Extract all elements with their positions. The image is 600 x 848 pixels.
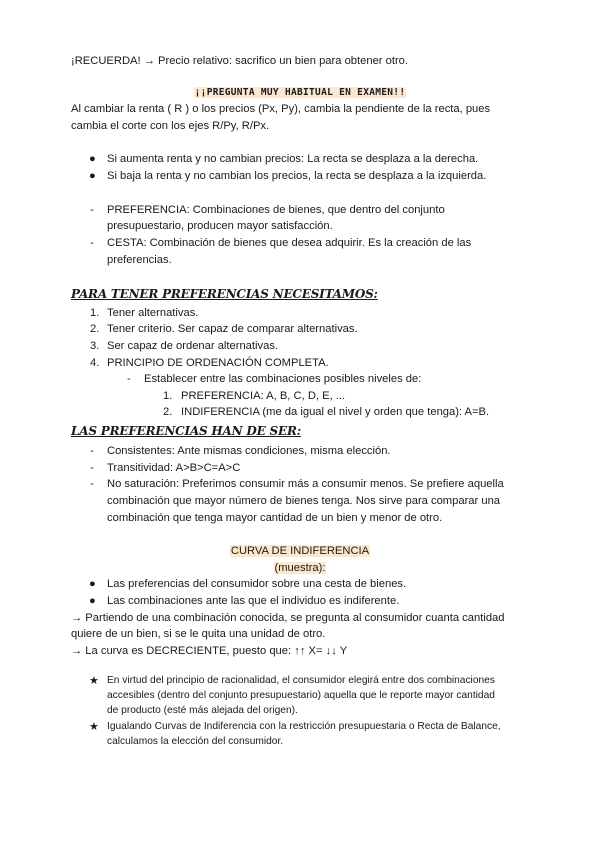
number-marker: 1. <box>163 390 173 402</box>
need-item: Tener alternativas. <box>107 307 199 319</box>
need-subsubitem: PREFERENCIA: A, B, C, D, E, ... <box>181 390 346 402</box>
curva-subtitle <box>0 561 600 575</box>
must-item: Consistentes: Ante mismas condiciones, misma elección. <box>107 445 391 457</box>
must-item: Transitividad: A>B>C=A>C <box>107 462 241 474</box>
number-marker: 3. <box>90 340 100 352</box>
bullet-dot-icon: ● <box>89 595 96 607</box>
def-line: CESTA: Combinación de bienes que desea adquirir. Es la creación de las <box>107 237 472 249</box>
must-item: combinación que mayor número de bienes tenga. Nos sirve para comparar una <box>107 495 501 507</box>
number-marker: 2. <box>163 406 173 418</box>
star-item-line: calculamos la elección del consumidor. <box>107 736 284 747</box>
exam-tag-text: ¡¡PREGUNTA MUY HABITUAL EN EXAMEN!! <box>194 87 406 98</box>
number-marker: 4. <box>90 357 100 369</box>
star-item-line: de producto (esté más alejada del origen). <box>107 705 298 716</box>
number-marker: 2. <box>90 323 100 335</box>
star-icon: ★ <box>89 675 100 687</box>
need-item: PRINCIPIO DE ORDENACIÓN COMPLETA. <box>107 357 329 369</box>
bullet-renta-item: Si aumenta renta y no cambian precios: La recta se desplaza a la derecha. <box>107 153 479 165</box>
dash-marker-icon: - <box>90 478 94 490</box>
must-item: No saturación: Preferimos consumir más a consumir menos. Se prefiere aquella <box>107 478 504 490</box>
arrow-paragraph-line: → Partiendo de una combinación conocida, se pregunta al consumidor cuanta cantidad <box>71 612 505 624</box>
curva-subtitle-text: (muestra): <box>274 562 326 574</box>
star-item-line: accesibles (dentro del conjunto presupuestario) aquella que le reporte mayor cantidad <box>107 690 495 701</box>
bullet-dot-icon: ● <box>89 170 96 182</box>
bullet-renta-item: Si baja la renta y no cambian los precios, la recta se desplaza a la izquierda. <box>107 170 487 182</box>
renta-paragraph-line: Al cambiar la renta ( R ) o los precios (Px, Py), cambia la pendiente de la recta, pues <box>71 103 491 115</box>
bullet-dot-icon: ● <box>89 578 96 590</box>
heading-need: PARA TENER PREFERENCIAS NECESITAMOS: <box>71 287 378 301</box>
renta-paragraph-line: cambia el corte con los ejes R/Py, R/Px. <box>71 120 270 132</box>
dash-marker-icon: - <box>90 237 94 249</box>
dash-marker-icon: - <box>90 204 94 216</box>
def-line: presupuestario, producen mayor satisfacción. <box>107 220 333 232</box>
heading-must: LAS PREFERENCIAS HAN DE SER: <box>71 424 301 438</box>
star-icon: ★ <box>89 721 100 733</box>
curva-title <box>0 544 600 558</box>
def-line: preferencias. <box>107 254 172 266</box>
dash-marker-icon: - <box>127 373 131 385</box>
number-marker: 1. <box>90 307 100 319</box>
intro-line: ¡RECUERDA! → Precio relativo: sacrifico un bien para obtener otro. <box>71 55 409 67</box>
need-item: Tener criterio. Ser capaz de comparar alternativas. <box>107 323 358 335</box>
need-item: Ser capaz de ordenar alternativas. <box>107 340 279 352</box>
dash-marker-icon: - <box>90 462 94 474</box>
arrow-paragraph-line: quiere de un bien, si se le quita una unidad de otro. <box>71 628 326 640</box>
exam-tag <box>0 85 600 100</box>
bullet-dot-icon: ● <box>89 153 96 165</box>
dash-marker-icon: - <box>90 445 94 457</box>
def-line: PREFERENCIA: Combinaciones de bienes, que dentro del conjunto <box>107 204 445 216</box>
need-subsubitem: INDIFERENCIA (me da igual el nivel y orden que tenga): A=B. <box>181 406 490 418</box>
decreciente-line: → La curva es DECRECIENTE, puesto que: ↑↑ X= ↓↓ Y <box>71 645 348 657</box>
star-item-line: En virtud del principio de racionalidad, el consumidor elegirá entre dos combinaciones <box>107 675 495 686</box>
need-subitem: Establecer entre las combinaciones posibles niveles de: <box>144 373 422 385</box>
curva-bullet: Las combinaciones ante las que el individuo es indiferente. <box>107 595 400 607</box>
curva-title-text: CURVA DE INDIFERENCIA <box>230 545 370 557</box>
star-item-line: Igualando Curvas de Indiferencia con la restricción presupuestaria o Recta de Balance, <box>107 721 501 732</box>
curva-bullet: Las preferencias del consumidor sobre una cesta de bienes. <box>107 578 407 590</box>
must-item: combinación que tenga mayor cantidad de un bien y menor de otro. <box>107 512 443 524</box>
